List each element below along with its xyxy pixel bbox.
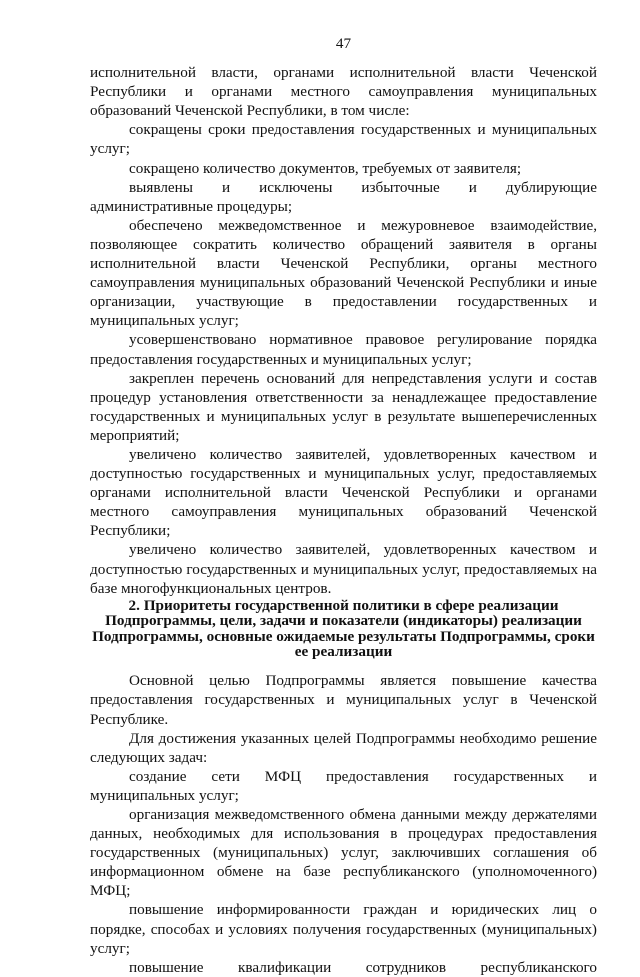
heading-line: Подпрограммы, основные ожидаемые результаты Подпрограммы, сроки bbox=[92, 627, 595, 645]
paragraph: усовершенствовано нормативное правовое регулирование порядка предоставления государственных и муниципальных услуг; bbox=[90, 331, 597, 368]
paragraph: повышение квалификации сотрудников республиканского bbox=[129, 958, 597, 976]
heading-line: 2. Приоритеты государственной политики в сфере реализации bbox=[128, 596, 559, 614]
body-text-bottom bbox=[90, 671, 597, 977]
paragraph: Для достижения указанных целей Подпрограммы необходимо решение следующих задач: bbox=[90, 729, 597, 766]
paragraph: выявлены и исключены избыточные и дублирующие административные процедуры; bbox=[90, 178, 597, 215]
body-text-top bbox=[90, 63, 597, 598]
paragraph: обеспечено межведомственное и межуровневое взаимодействие, позволяющее сократить количество обращений заявителя в органы исполнительной власти Чеченской Республики, органы местного самоуправления муниципальных образований Чеченской Республики и иные организации, участвующие в предоставлении государственных и муниципальных услуг; bbox=[90, 216, 597, 330]
paragraph: создание сети МФЦ предоставления государственных и муниципальных услуг; bbox=[90, 767, 597, 804]
paragraph: увеличено количество заявителей, удовлетворенных качеством и доступностью государственных и муниципальных услуг, предоставляемых органами исполнительной власти Чеченской Республики и органами местного самоуправления муниципальных образований Чеченской Республики; bbox=[90, 445, 597, 540]
section-heading bbox=[90, 598, 597, 660]
paragraph: сокращены сроки предоставления государственных и муниципальных услуг; bbox=[90, 121, 597, 158]
heading-line: ее реализации bbox=[294, 642, 393, 660]
page-number: 47 bbox=[335, 35, 352, 52]
paragraph: исполнительной власти, органами исполнительной власти Чеченской Республики и органами местного самоуправления муниципальных образований Чеченской Республики, в том числе: bbox=[90, 64, 597, 120]
paragraph: сокращено количество документов, требуемых от заявителя; bbox=[129, 159, 522, 177]
document-page bbox=[90, 34, 597, 977]
paragraph: повышение информированности граждан и юридических лиц о порядке, способах и условиях получения государственных (муниципальных) услуг; bbox=[90, 901, 597, 957]
heading-line: Подпрограммы, цели, задачи и показатели (индикаторы) реализации bbox=[105, 612, 582, 630]
paragraph: закреплен перечень оснований для непредставления услуги и состав процедур установления ответственности за ненадлежащее предоставление государственных и муниципальных услуг в результате вышеперечисленных мероприятий; bbox=[90, 369, 597, 444]
paragraph: увеличено количество заявителей, удовлетворенных качеством и доступностью государственных и муниципальных услуг, предоставляемых на базе многофункциональных центров. bbox=[90, 541, 597, 597]
paragraph: Основной целью Подпрограммы является повышение качества предоставления государственных и муниципальных услуг в Чеченской Республике. bbox=[90, 672, 597, 728]
paragraph: организация межведомственного обмена данными между держателями данных, необходимых для использования в процедурах предоставления государственных (муниципальных) услуг, заключивших соглашения об информационном обмене на базе республиканского (уполномоченного) МФЦ; bbox=[90, 806, 597, 900]
